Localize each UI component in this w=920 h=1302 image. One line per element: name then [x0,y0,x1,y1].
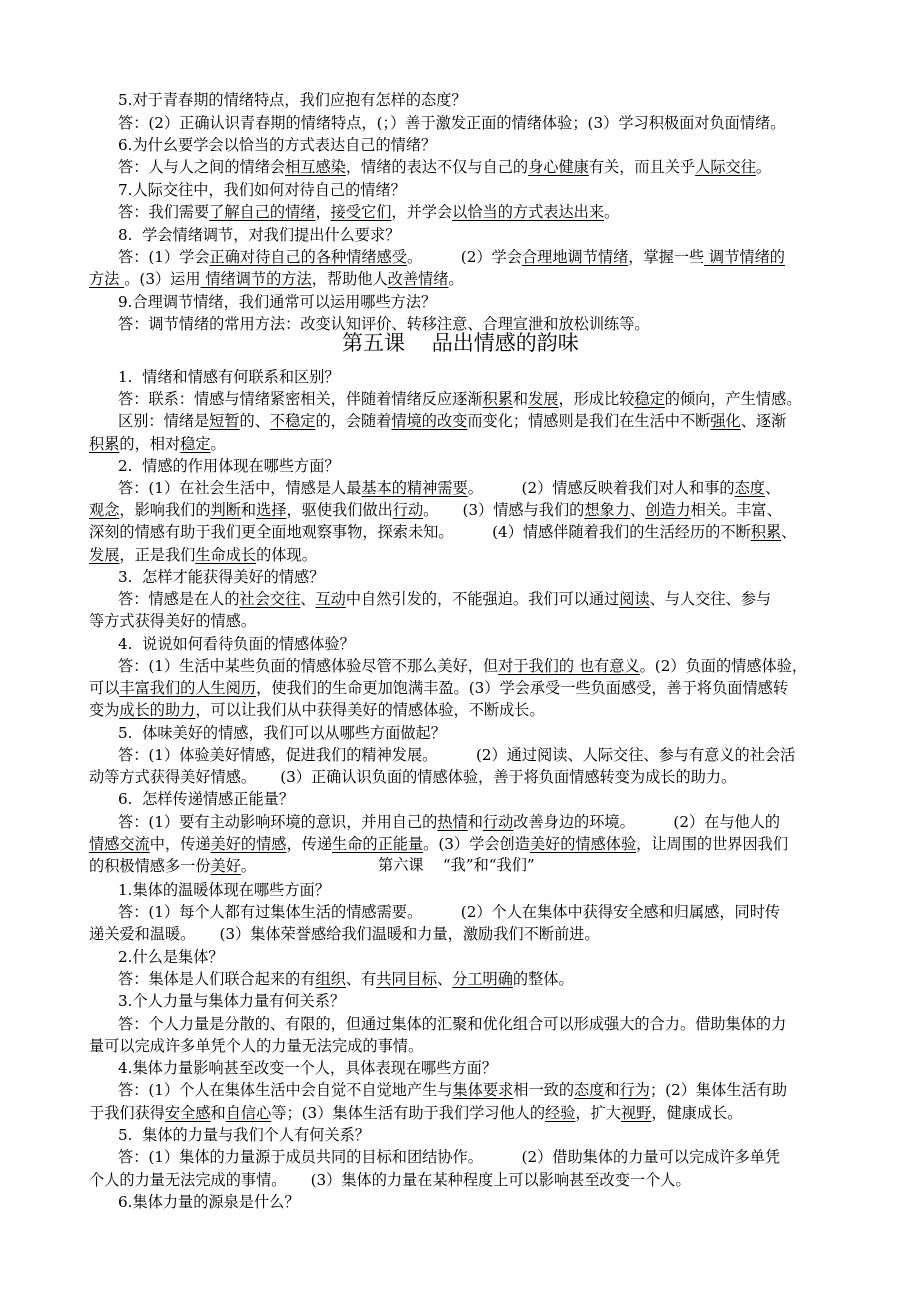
underlined-key-term: 行动 [482,813,514,831]
text-line [118,723,446,743]
text-line [118,225,400,245]
text-segment: 。 [604,203,620,221]
text-segment: 和 [210,1104,226,1122]
underlined-key-term: 行为 [619,1081,650,1099]
underlined-key-term: 强化 [710,412,741,430]
underlined-key-term: 经验 [545,1104,576,1122]
text-segment: 、 [781,523,797,541]
text-segment: 3. 怎样才能获得美好的情感？ [118,568,325,586]
text-line [89,500,782,520]
text-line [118,411,786,431]
text-segment: 、 [300,590,316,608]
text-line [89,856,256,876]
text-segment: 答：(1）个人在集体生活中会自觉不自觉地产生与 [118,1081,453,1099]
text-segment: 6. 怎样传递情感正能量？ [118,790,295,808]
underlined-key-term: 改善情绪 [387,270,449,288]
underlined-key-term: 态度 [574,1081,605,1099]
text-line [118,456,340,476]
text-line [89,767,736,787]
text-segment: 。 (2）学会 [406,248,522,266]
text-line [118,589,771,609]
text-segment: ，让周围的世界因我们 [636,835,789,853]
underlined-key-term: 判断 [210,501,241,519]
text-segment: 答：情感是在人的 [118,590,240,608]
text-segment: 中自然引发的，不能强迫。我们可以通过 [345,590,620,608]
underlined-key-term: 热情 [437,813,468,831]
lesson-6-heading: 第六课 “我”和“我们” [378,856,535,874]
text-line [89,1170,691,1190]
text-line [118,157,771,177]
underlined-key-term: 了解自己的情绪 [209,203,316,221]
text-segment: 的，相对 [119,435,181,453]
text-segment: 的体现。 [256,546,317,564]
underlined-key-term: 美好 [210,857,241,875]
text-segment: ；(2）集体生活有助 [649,1081,788,1099]
underlined-key-term: 积累 [750,523,782,541]
text-line [89,834,788,854]
text-segment: 答：(1）要有主动影响环境的意识，并用自己的 [118,813,438,831]
text-segment: 1. 情绪和情感有何联系和区别？ [118,368,340,386]
underlined-key-term: 集体要求 [452,1081,514,1099]
text-segment: ，掌握一些 [628,248,705,266]
text-segment: 。(2）负面的情感体验， [639,657,808,675]
underlined-key-term: 安全感 [164,1104,211,1122]
text-line [118,247,785,267]
underlined-key-term: 情境的改变 [391,412,468,430]
text-segment: 1.集体的温暖体现在哪些方面？ [118,881,330,899]
text-line [118,389,801,409]
text-line [118,1192,300,1212]
text-segment: 等方式获得美好的情感。 [89,612,257,630]
text-segment: ，形成比较 [558,390,635,408]
underlined-key-term: 自信心 [225,1104,272,1122]
text-line [118,202,619,222]
text-segment: 的、 [239,412,270,430]
text-segment: 答：人与人之间的情绪会 [118,158,286,176]
text-line [89,545,317,565]
underlined-key-term: 稳定 [180,435,211,453]
text-segment: 于我们获得 [89,1104,165,1122]
underlined-key-term: 发展 [528,390,559,408]
text-line [118,90,467,110]
text-segment: 。 (2）情感反映着我们对人和事的 [467,479,735,497]
text-line [89,924,600,944]
text-segment: 。(3）学会创造 [423,835,530,853]
underlined-key-term: 合理地调节情绪 [521,248,629,266]
text-segment: 、 [764,479,781,497]
underlined-key-term: 积累 [89,435,120,453]
underlined-key-term: 不稳定 [269,412,316,430]
text-segment: ，健康成长。 [651,1104,743,1122]
text-line [118,113,785,133]
underlined-key-term: 创造力 [645,501,691,519]
text-segment: 的积极情感多一份 [89,857,211,875]
underlined-key-term: 视野 [620,1104,652,1122]
underlined-key-term: 相互感染 [285,158,346,176]
text-line [89,1036,423,1056]
underlined-key-term: 情感交流 [89,835,150,853]
underlined-key-term: 生命成长 [195,546,257,564]
text-segment: 2.什么是集体？ [118,948,224,966]
text-segment: 5. 体味美好的情感，我们可以从哪些方面做起？ [118,724,446,742]
underlined-key-term: 稳定 [634,390,665,408]
underlined-key-term: 行动 [392,501,424,519]
text-segment: 。(3）运用 [124,270,201,288]
text-line [118,1058,497,1078]
underlined-key-term: 人际交往 [695,158,756,176]
text-segment: ，驱使我们做出 [286,501,393,519]
text-line [89,611,256,631]
text-segment: 的整体。 [512,970,574,988]
underlined-key-term: 短暂 [209,412,240,430]
text-segment: 深刻的情感有助于我们更全面地观察事物，探索未知。 (4）情感伴随着我们的生活经历的不断 [89,523,751,541]
text-segment: 的，会随着 [315,412,392,430]
text-line [89,434,226,454]
text-segment: 递关爱和温暖。 (3）集体荣誉感给我们温暖和力量，激励我们不断前进。 [89,925,600,943]
text-line [118,634,355,654]
underlined-key-term: 方法 [89,270,125,288]
text-segment: 变为 [89,701,120,719]
text-segment: 答：我们需要 [118,203,210,221]
text-line [118,367,340,387]
text-segment: 答：(2）正确认识青春期的情绪特点，(；）善于激发正面的情绪体验；(3）学习积极面对负面情绪。 [118,114,786,132]
text-segment: 答：集体是人们联合起来的有 [118,970,316,988]
underlined-key-term: 想象力 [584,501,630,519]
text-line [118,902,780,922]
underlined-key-term: 美好的情感 [210,835,287,853]
text-line [89,700,545,720]
text-segment: 动等方式获得美好情感。 (3）正确认识负面的情感体验，善于将负面情感转变为成长的助力。 [89,768,737,786]
text-line [118,180,406,200]
underlined-key-term: 成长的助力 [119,701,196,719]
text-segment: 9.合理调节情绪，我们通常可以运用哪些方法？ [118,293,437,311]
text-segment: 答：(1）在社会生活中，情感是人最 [118,479,362,497]
text-segment: 答：(1）学会 [118,248,210,266]
underlined-key-term: 对于我们的 也有意义 [498,657,640,675]
text-segment: 6.集体力量的源泉是什么？ [118,1193,300,1211]
text-line [89,678,788,698]
underlined-key-term: 情绪调节的方法 [200,270,312,288]
text-segment: 和 [240,501,257,519]
text-segment: 中，传递 [149,835,211,853]
underlined-key-term: 发展 [89,546,120,564]
underlined-key-term: 阅读 [619,590,650,608]
text-segment: 答：(1）体验美好情感，促进我们的精神发展。 (2）通过阅读、人际交往、参与有意义的社会活 [118,746,796,764]
text-segment: ，正是我们 [119,546,196,564]
text-line [118,947,224,967]
text-segment: 4. 说说如何看待负面的情感体验？ [118,635,355,653]
text-segment: 有关，而且关乎 [588,158,696,176]
underlined-key-term: 态度 [734,479,765,497]
text-segment: ，传递 [286,835,332,853]
text-segment: ，帮助他人 [311,270,388,288]
text-line [118,314,650,334]
text-segment: ，影响我们的 [119,501,211,519]
text-segment: 2. 情感的作用体现在哪些方面？ [118,457,340,475]
underlined-key-term: 生命的正能量 [332,835,424,853]
text-segment: 。 [448,270,464,288]
text-segment: ，扩大 [575,1104,621,1122]
text-line [118,1147,780,1167]
text-segment: 相关。丰富、 [690,501,782,519]
text-segment: 答：调节情绪的常用方法：改变认知评价、转移注意、合理宣泄和放松训练等。 [118,315,650,333]
text-segment: 、 [436,970,453,988]
text-line [118,991,345,1011]
text-segment: 6.为什幺要学会以恰当的方式表达自己的情绪？ [118,136,437,154]
text-segment: 个人的力量无法完成的事情。 (3）集体的力量在某种程度上可以影响甚至改变一个人。 [89,1171,691,1189]
text-segment: 量可以完成许多单凭个人的力量无法完成的事情。 [89,1037,424,1055]
text-segment: 。 (3）情感与我们的 [423,501,585,519]
text-line [89,522,796,542]
text-segment: 答：联系：情感与情绪紧密相关，伴随着情绪反应逐渐 [118,390,483,408]
underlined-key-term: 调节情绪的 [704,248,785,266]
underlined-key-term: 观念 [89,501,120,519]
text-segment: 4.集体力量影响甚至改变一个人，具体表现在哪些方面？ [118,1059,497,1077]
text-segment: 5. 集体的力量与我们个人有何关系？ [118,1126,370,1144]
text-line [118,812,780,832]
text-segment: 答：(1）每个人都有过集体生活的情感需要。 (2）个人在集体中获得安全感和归属感，同时传 [118,903,781,921]
underlined-key-term: 互动 [315,590,346,608]
underlined-key-term: 基本的精神需要 [361,479,468,497]
text-segment: ， [315,203,331,221]
text-line [118,478,780,498]
underlined-key-term: 选择 [256,501,287,519]
text-line [89,1103,742,1123]
text-segment: 和 [512,390,529,408]
text-segment: ，情绪的表达不仅与自己的 [345,158,529,176]
text-line [118,789,294,809]
text-segment: 。 [240,857,257,875]
text-segment: ，使我们的生命更加饱满丰盈。(3）学会承受一些负面感受，善于将负面情感转 [256,679,789,697]
underlined-key-term: 社会交往 [239,590,301,608]
text-segment: 3.个人力量与集体力量有何关系？ [118,992,346,1010]
underlined-key-term: 以恰当的方式表达出来 [452,203,604,221]
underlined-key-term: 分工明确 [452,970,513,988]
underlined-key-term: 美好的情感体验 [529,835,637,853]
underlined-key-term: 身心健康 [528,158,589,176]
lesson-5-heading: 第五课 品出情感的韵味 [342,331,579,355]
text-segment: 和 [467,813,483,831]
text-segment: 而变化；情感则是我们在生活中不断 [467,412,711,430]
text-segment: 、逐渐 [740,412,787,430]
text-line [118,656,807,676]
text-segment: 5.对于青春期的情绪特点，我们应抱有怎样的态度？ [118,91,467,109]
underlined-key-term: 组织 [315,970,346,988]
text-line [118,969,574,989]
text-segment: 、 [629,501,646,519]
text-segment: 7.人际交往中，我们如何对待自己的情绪？ [118,181,406,199]
underlined-key-term: 正确对待自己的各种情绪感受 [209,248,407,266]
text-line [118,1014,786,1034]
text-line [89,269,464,289]
text-segment: 相一致的 [513,1081,575,1099]
text-segment: ，并学会 [391,203,453,221]
text-segment: 答：(1）集体的力量源于成员共同的目标和团结协作。 (2）借助集体的力量可以完成许多单凭 [118,1148,781,1166]
text-segment: 可以 [89,679,120,697]
text-segment: 答：(1）生活中某些负面的情感体验尽管不那么美好，但 [118,657,499,675]
text-segment: 。 [210,435,226,453]
text-segment: ，可以让我们从中获得美好的情感体验，不断成长。 [195,701,545,719]
text-segment: 8. 学会情绪调节，对我们提出什么要求？ [118,226,401,244]
text-line [118,1125,370,1145]
text-segment: 。 [755,158,772,176]
text-line [118,880,330,900]
underlined-key-term: 接受它们 [330,203,392,221]
text-line [118,135,436,155]
text-line [118,745,795,765]
text-line [118,567,324,587]
text-line [118,1080,787,1100]
text-segment: 答：个人力量是分散的、有限的，但通过集体的汇聚和优化组合可以形成强大的合力。借助集体的力 [118,1015,787,1033]
underlined-key-term: 共同目标 [376,970,437,988]
text-segment: 改善身边的环境。 (2）在与他人的 [513,813,781,831]
text-segment: 、与人交往、参与 [649,590,772,608]
text-segment: 区别：情绪是 [118,412,210,430]
text-line [118,292,436,312]
underlined-key-term: 积累 [482,390,513,408]
text-segment: 、有 [345,970,377,988]
text-segment: 和 [604,1081,620,1099]
underlined-key-term: 丰富我们的人生阅历 [119,679,257,697]
text-segment: 的倾向，产生情感。 [664,390,802,408]
text-segment: 等；(3）集体生活有助于我们学习他人的 [271,1104,546,1122]
